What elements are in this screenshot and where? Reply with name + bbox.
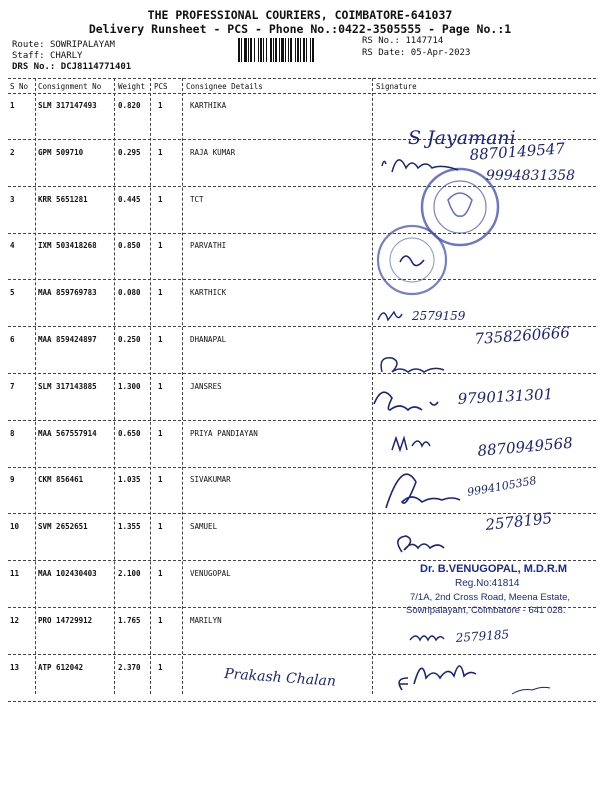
signature-row-2 <box>382 160 458 172</box>
route-label: Route: <box>12 40 50 50</box>
cell-consignee: SAMUEL <box>190 522 218 532</box>
company-seal-stamp <box>378 169 498 294</box>
cell-consignment-no: GPM 509710 <box>38 147 84 157</box>
cell-consignee: VENUGOPAL <box>190 569 231 578</box>
cell-sno: 9 <box>10 475 15 485</box>
row-separator <box>8 420 596 421</box>
phone-row-6: 7358260666 <box>474 323 571 348</box>
signature-row-1: S Jayamani <box>408 127 516 149</box>
col-divider <box>35 78 36 694</box>
cell-weight: 0.820 <box>118 101 141 110</box>
row-separator <box>8 326 596 327</box>
receiver-name-row-13: Prakash Chalan <box>223 666 337 690</box>
cell-weight: 0.445 <box>118 194 141 204</box>
cell-weight: 1.355 <box>118 522 141 532</box>
signature-row-9 <box>386 474 460 508</box>
row-separator <box>8 701 596 702</box>
cell-pcs: 1 <box>158 147 163 157</box>
signature-row-7 <box>374 392 438 410</box>
signature-row-10 <box>398 536 444 552</box>
cell-sno: 8 <box>10 428 15 438</box>
cell-pcs: 1 <box>158 615 163 625</box>
cell-consignee: KARTHIKA <box>190 101 227 110</box>
cell-sno: 13 <box>10 662 20 672</box>
row-separator <box>8 373 596 374</box>
stamp-doctor-name: Dr. B.VENUGOPAL, M.D.R.M <box>420 563 568 575</box>
cell-pcs: 1 <box>158 475 163 485</box>
row-separator <box>8 607 596 608</box>
cell-weight: 0.250 <box>118 335 141 344</box>
number-row-12: 2579185 <box>455 627 510 645</box>
col-divider <box>372 78 373 694</box>
cell-consignment-no: CKM 856461 <box>38 475 84 485</box>
col-header-consignee: Consignee Details <box>186 82 263 91</box>
signature-row-5 <box>378 312 402 320</box>
drs-line <box>12 62 131 72</box>
cell-consignee: RAJA KUMAR <box>190 147 236 157</box>
table-top-rule <box>8 78 596 79</box>
cell-consignment-no: PRO 14729912 <box>38 615 93 625</box>
cell-sno: 2 <box>10 147 15 157</box>
cell-consignment-no: SVM 2652651 <box>38 522 88 532</box>
row-separator <box>8 654 596 655</box>
phone-row-9: 9994105358 <box>466 473 538 499</box>
row-separator <box>8 467 596 468</box>
cell-sno: 12 <box>10 615 20 625</box>
col-header-signature: Signature <box>376 82 417 91</box>
stamp-address-2: Sowripalayam, Coimbatore - 641 028. <box>406 605 566 616</box>
cell-consignment-no: MAA 102430403 <box>38 569 97 578</box>
signature-row-6 <box>381 358 444 372</box>
cell-consignee: PRIYA PANDIAYAN <box>190 428 258 438</box>
rs-no-label: RS No.: <box>362 36 406 46</box>
cell-consignee: JANSRES <box>190 381 222 391</box>
cell-sno: 11 <box>10 569 20 578</box>
cell-pcs: 1 <box>158 241 163 251</box>
cell-sno: 1 <box>10 101 15 110</box>
cell-sno: 7 <box>10 381 15 391</box>
cell-weight: 2.100 <box>118 569 141 578</box>
staff-line <box>12 51 82 61</box>
row-separator <box>8 513 596 514</box>
cell-pcs: 1 <box>158 569 163 578</box>
signature-row-13 <box>399 666 476 690</box>
number-row-5: 2579159 <box>412 309 466 323</box>
col-divider <box>150 78 151 694</box>
cell-weight: 2.370 <box>118 662 141 672</box>
col-header-weight: Weight <box>118 82 146 91</box>
cell-consignment-no: MAA 859424897 <box>38 335 97 344</box>
rs-date-value: 05-Apr-2023 <box>410 48 471 58</box>
row-separator <box>8 139 596 140</box>
cell-consignment-no: IXM 503418268 <box>38 241 97 251</box>
signature-row-13-scribble <box>512 687 550 694</box>
signature-row-12 <box>410 636 444 640</box>
cell-weight: 0.650 <box>118 428 141 438</box>
col-divider <box>182 78 183 694</box>
cell-pcs: 1 <box>158 522 163 532</box>
cell-sno: 5 <box>10 288 15 298</box>
signature-row-8 <box>392 438 430 450</box>
cell-pcs: 1 <box>158 101 163 110</box>
phone-row-8: 8870949568 <box>476 433 574 460</box>
cell-weight: 0.850 <box>118 241 141 251</box>
cell-weight: 1.300 <box>118 381 141 391</box>
drs-label: DRS No.: <box>12 62 61 72</box>
table-header-rule <box>8 93 596 94</box>
rs-date-label: RS Date: <box>362 48 411 58</box>
cell-pcs: 1 <box>158 194 163 204</box>
cell-weight: 1.035 <box>118 475 141 485</box>
cell-weight: 0.080 <box>118 288 141 298</box>
row-separator <box>8 233 596 234</box>
cell-consignee: SIVAKUMAR <box>190 475 231 485</box>
col-header-pcs: PCS <box>154 82 168 91</box>
rs-no-line <box>362 36 443 46</box>
col-divider <box>114 78 115 694</box>
cell-consignment-no: MAA 567557914 <box>38 428 97 438</box>
runsheet-title: Delivery Runsheet - PCS - Phone No.:0422-3505555 - Page No.:1 <box>88 22 512 36</box>
cell-consignee: PARVATHI <box>190 241 227 251</box>
cell-consignee: DHANAPAL <box>190 335 227 344</box>
cell-consignee: KARTHICK <box>190 288 227 298</box>
cell-consignment-no: ATP 612042 <box>38 662 84 672</box>
staff-label: Staff: <box>12 51 50 61</box>
staff-value: CHARLY <box>49 51 83 61</box>
company-title: THE PROFESSIONAL COURIERS, COIMBATORE-641037 <box>147 8 453 22</box>
cell-sno: 6 <box>10 335 15 344</box>
row-separator <box>8 186 596 187</box>
barcode-image <box>238 38 356 62</box>
cell-consignee: MARILYN <box>190 615 222 625</box>
cell-consignment-no: SLM 317147493 <box>38 101 97 110</box>
route-line <box>12 40 115 50</box>
cell-pcs: 1 <box>158 335 163 344</box>
cell-consignment-no: SLM 317143885 <box>38 381 97 391</box>
col-header-consignment: Consignment No <box>38 82 102 91</box>
doctor-rubber-stamp <box>406 563 570 616</box>
cell-weight: 0.295 <box>118 147 141 157</box>
stamp-reg-no: Reg.No:41814 <box>455 578 520 589</box>
cell-pcs: 1 <box>158 428 163 438</box>
number-row-10: 2578195 <box>484 509 553 534</box>
cell-pcs: 1 <box>158 288 163 298</box>
drs-value: DCJ8114771401 <box>60 62 132 72</box>
cell-consignee: TCT <box>190 194 204 204</box>
route-value: SOWRIPALAYAM <box>49 40 115 50</box>
cell-sno: 10 <box>10 522 20 532</box>
cell-sno: 4 <box>10 241 15 251</box>
row-separator <box>8 279 596 280</box>
phone-row-1: 8870149547 <box>469 139 566 164</box>
cell-consignment-no: KRR 5651281 <box>38 194 88 204</box>
cell-pcs: 1 <box>158 381 163 391</box>
cell-pcs: 1 <box>158 662 163 672</box>
stamp-address-1: 7/1A, 2nd Cross Road, Meena Estate, <box>410 592 571 603</box>
col-header-sno: S No <box>10 82 29 91</box>
phone-row-2: 9994831358 <box>486 168 576 184</box>
phone-row-7: 9790131301 <box>457 385 554 408</box>
rs-no-value: 1147714 <box>405 36 444 46</box>
row-separator <box>8 560 596 561</box>
cell-sno: 3 <box>10 194 15 204</box>
cell-weight: 1.765 <box>118 615 141 625</box>
cell-consignment-no: MAA 859769783 <box>38 288 97 298</box>
rs-date-line <box>362 48 470 58</box>
